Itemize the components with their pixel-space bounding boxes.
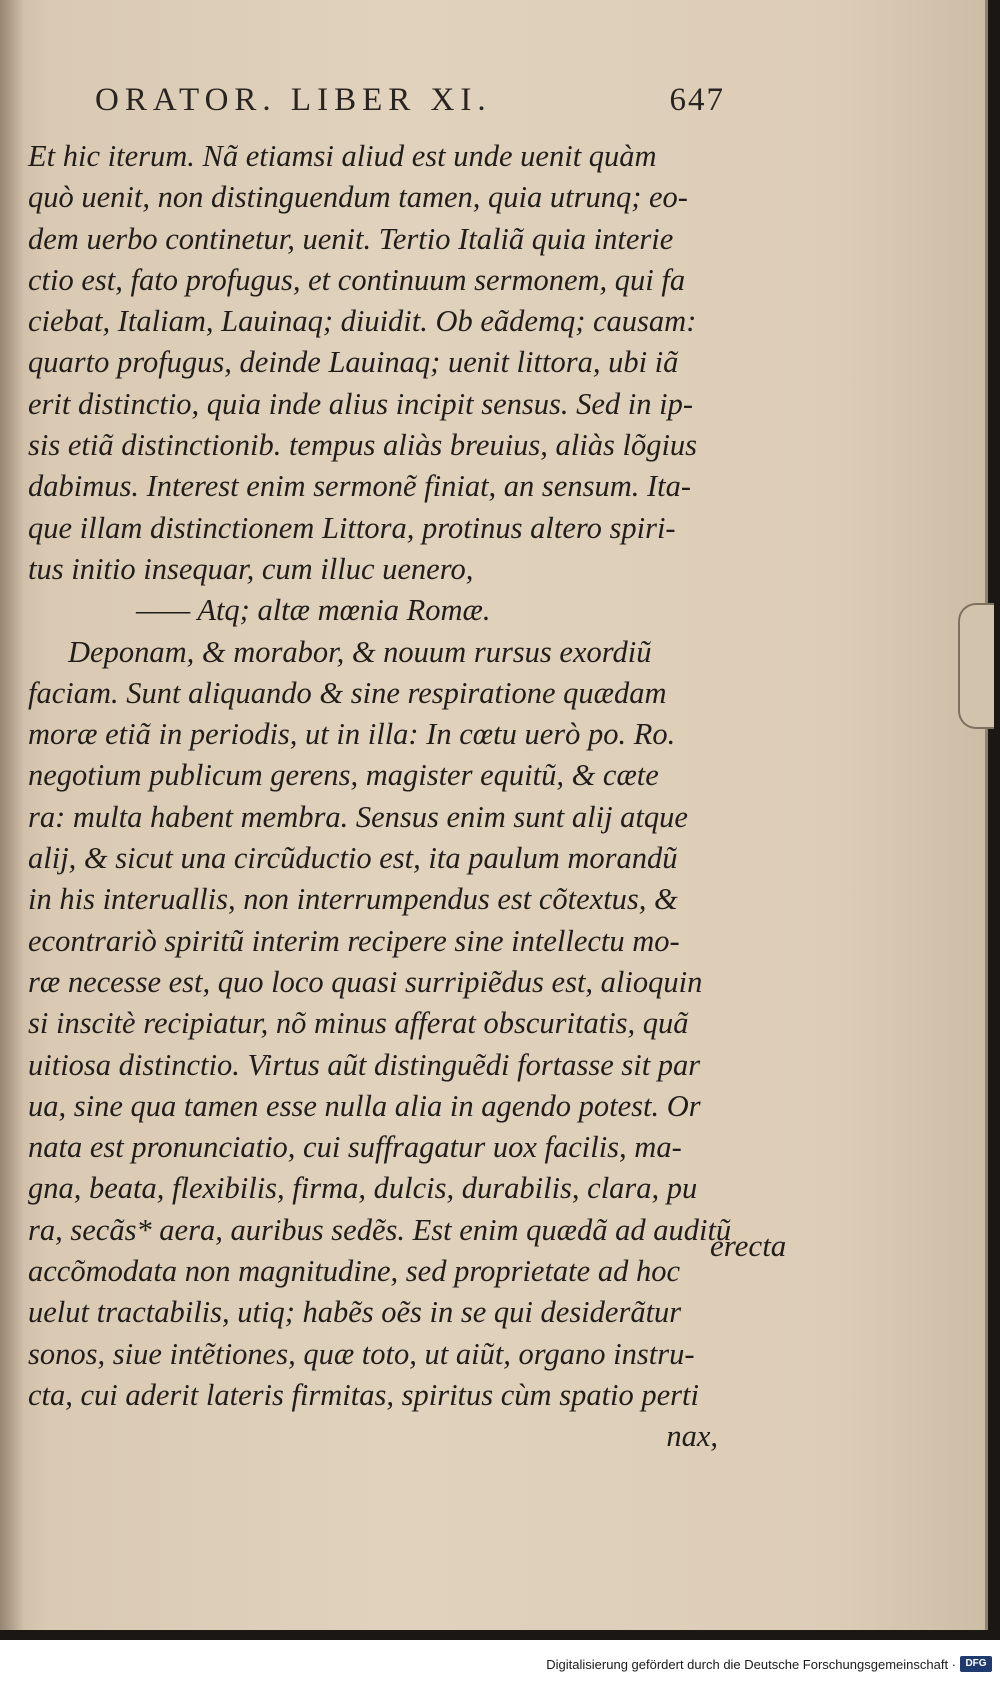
text-line: que illam distinctionem Littora, protinus altero spiri- <box>28 510 676 545</box>
text-line: nata est pronunciatio, cui suffragatur uox facilis, ma- <box>28 1130 682 1165</box>
text-line: quarto profugus, deinde Lauinaq; uenit littora, ubi iã <box>28 345 679 380</box>
running-head: ORATOR. LIBER XI. <box>95 82 492 118</box>
text-line: accõmodata non magnitudine, sed proprietate ad hoc <box>28 1254 680 1289</box>
marginal-note: erecta <box>710 1228 787 1263</box>
text-line: in his interuallis, non interrumpendus est cõtextus, & <box>28 882 678 917</box>
text-line: alij, & sicut una circũductio est, ita paulum morandũ <box>28 841 678 876</box>
text-line: Et hic iterum. Nã etiamsi aliud est unde uenit quàm <box>28 139 657 173</box>
text-line: dem uerbo continetur, uenit. Tertio Italiã quia interie <box>28 221 674 256</box>
page-clip <box>958 603 994 729</box>
text-line: ctio est, fato profugus, et continuum sermonem, qui fa <box>28 262 686 297</box>
text-line: econtrariò spiritũ interim recipere sine intellectu mo- <box>28 923 680 958</box>
text-line: erit distinctio, quia inde alius incipit sensus. Sed in ip- <box>28 386 694 421</box>
text-line: sis etiã distinctionib. tempus aliàs breuius, aliàs lõgius <box>28 428 698 463</box>
text-line: ræ necesse est, quo loco quasi surripiẽdus est, alioquin <box>28 964 703 999</box>
text-line: dabimus. Interest enim sermonẽ finiat, an sensum. Ita- <box>28 469 692 504</box>
body-text <box>28 136 732 1458</box>
text-line: quò uenit, non distinguendum tamen, quia utrunq; eo- <box>28 180 688 215</box>
text-line: negotium publicum gerens, magister equitũ, & cæte <box>28 758 659 793</box>
page-number: 647 <box>669 82 725 118</box>
text-line: Deponam, & morabor, & nouum rursus exordiũ <box>68 634 652 669</box>
gutter-shadow <box>0 0 24 1630</box>
verse-quotation: —— Atq; altæ mœnia Romæ. <box>136 593 491 628</box>
text-line: ciebat, Italiam, Lauinaq; diuidit. Ob eãdemq; causam: <box>28 304 697 339</box>
text-line: uelut tractabilis, utiq; habẽs oẽs in se qui desiderãtur <box>28 1295 682 1330</box>
funding-credit: Digitalisierung gefördert durch die Deutsche Forschungsgemeinschaft · <box>546 1657 956 1672</box>
text-line: ua, sine qua tamen esse nulla alia in agendo potest. Or <box>28 1088 701 1123</box>
text-line: moræ etiã in periodis, ut in illa: In cœtu uerò po. Ro. <box>28 717 676 752</box>
text-line: uitiosa distinctio. Virtus aũt distinguẽdi fortasse sit par <box>28 1047 701 1082</box>
text-line: si inscitè recipiatur, nõ minus afferat obscuritatis, quã <box>28 1006 689 1041</box>
text-line: cta, cui aderit lateris firmitas, spiritus cùm spatio perti <box>28 1377 699 1412</box>
catchword: nax, <box>666 1419 718 1454</box>
text-line: ra: multa habent membra. Sensus enim sunt alij atque <box>28 799 688 834</box>
text-line: ra, secãs* aera, auribus sedẽs. Est enim quædã ad auditũ <box>28 1212 732 1247</box>
text-line: faciam. Sunt aliquando & sine respiratione quædam <box>28 675 667 710</box>
digitization-footer <box>0 1646 1000 1686</box>
text-line: gna, beata, flexibilis, firma, dulcis, durabilis, clara, pu <box>28 1171 698 1206</box>
dfg-logo-icon: DFG <box>960 1656 992 1672</box>
page-header <box>95 82 725 126</box>
text-line: sonos, siue intẽtiones, quæ toto, ut aiũt, organo instru- <box>28 1336 695 1371</box>
text-line: tus initio insequar, cum illuc uenero, <box>28 551 474 586</box>
